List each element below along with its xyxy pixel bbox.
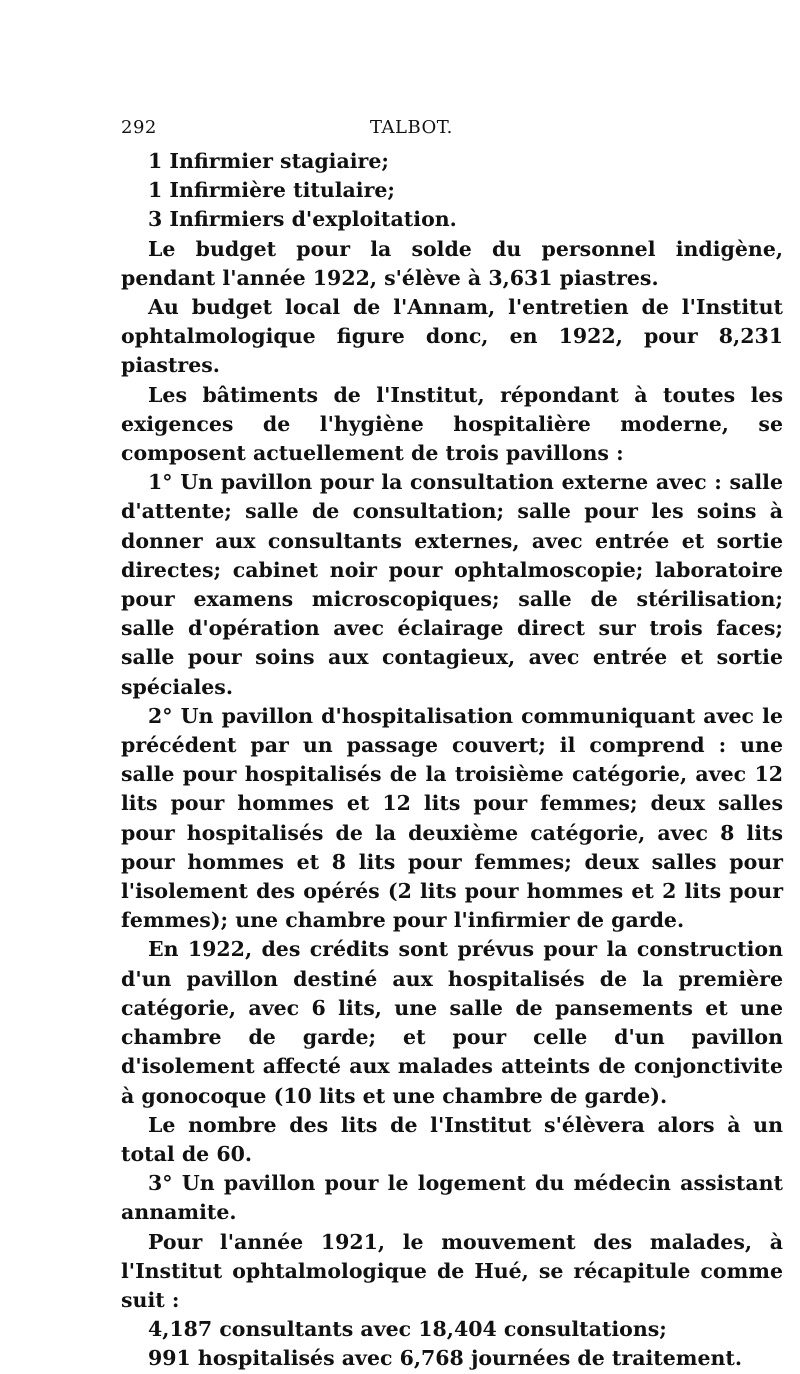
paragraph: En 1922, des crédits sont prévus pour la construction d'un pavillon destiné aux hospitalisés de la première catégorie, avec 6 lits, une salle de pansements et une chambre de garde; et pour celle d'un pavillon d'isolement affecté aux malades atteints de conjonctivite à gonocoque (10 lits et une chambre de garde). xyxy=(121,937,783,1108)
paragraph: 4,187 consultants avec 18,404 consultations; xyxy=(148,1317,667,1342)
page-header xyxy=(121,117,781,141)
page-number: 292 xyxy=(121,117,157,138)
paragraph: Les bâtiments de l'Institut, répondant à toutes les exigences de l'hygiène hospitalière moderne, se composent actuellement de trois pavillons : xyxy=(121,382,783,466)
running-head: TALBOT. xyxy=(370,117,453,138)
staff-list-item: 3 Infirmiers d'exploitation. xyxy=(148,207,457,232)
paragraph: 3° Un pavillon pour le logement du médecin assistant annamite. xyxy=(121,1171,783,1225)
paragraph: Le budget pour la solde du personnel indigène, pendant l'année 1922, s'élève à 3,631 piastres. xyxy=(121,236,783,290)
staff-list-item: 1 Infirmière titulaire; xyxy=(148,178,396,203)
paragraph: 2° Un pavillon d'hospitalisation communiquant avec le précédent par un passage couvert; il comprend : une salle pour hospitalisés de la troisième catégorie, avec 12 lits pour hommes et 12 lits pour femmes; deux salles pour hospitalisés de la deuxième catégorie, avec 8 lits pour hommes et 8 lits pour femmes; deux salles pour l'isolement des opérés (2 lits pour hommes et 2 lits pour femmes); une chambre pour l'infirmier de garde. xyxy=(121,703,783,933)
paragraph: 1° Un pavillon pour la consultation externe avec : salle d'attente; salle de consultation; salle pour les soins à donner aux consultants externes, avec entrée et sortie directes; cabinet noir pour ophtalmoscopie; laboratoire pour examens microscopiques; salle de stérilisation; salle d'opération avec éclairage direct sur trois faces; salle pour soins aux contagieux, avec entrée et sortie spéciales. xyxy=(121,470,783,699)
staff-list-item: 1 Infirmier stagiaire; xyxy=(148,149,389,173)
paragraph: Pour l'année 1921, le mouvement des malades, à l'Institut ophtalmologique de Hué, se récapitule comme suit : xyxy=(121,1229,783,1312)
paragraph: Le nombre des lits de l'Institut s'élèvera alors à un total de 60. xyxy=(121,1112,783,1166)
paragraph: Au budget local de l'Annam, l'entretien de l'Institut ophtalmologique figure donc, en 1922, pour 8,231 piastres. xyxy=(121,295,783,378)
page-body xyxy=(121,147,783,1374)
paragraph: 991 hospitalisés avec 6,768 journées de traitement. xyxy=(148,1346,743,1371)
